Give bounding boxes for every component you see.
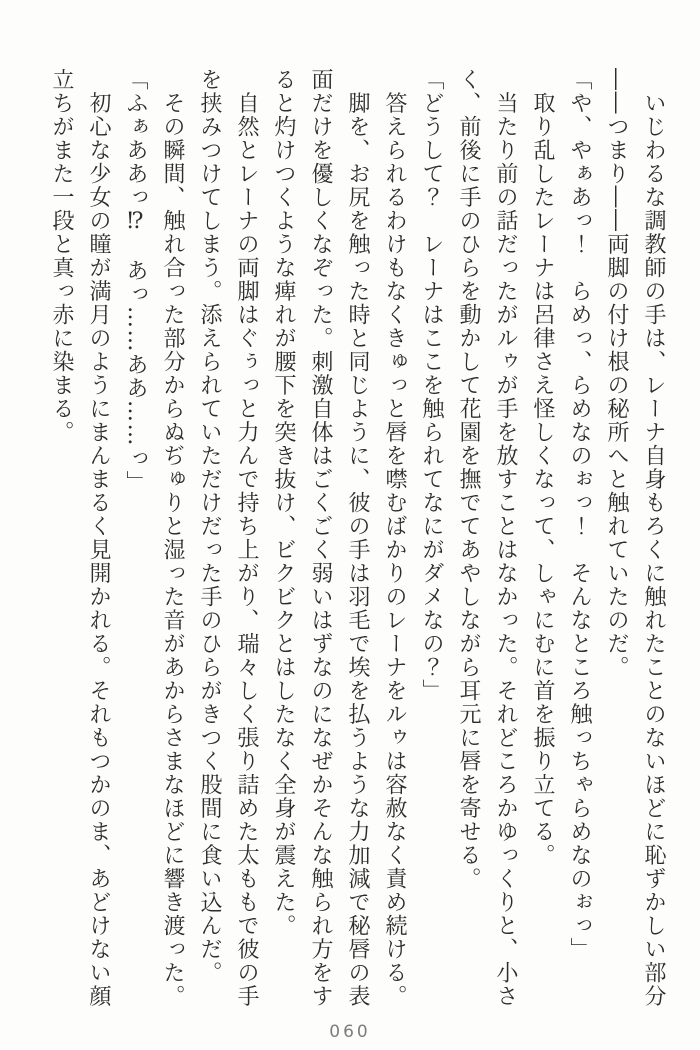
text-line: く、前後に手のひらを動かして花園を撫でてあやしながら耳元に唇を寄せる。 — [456, 68, 481, 891]
text-line: 面だけを優しくなぞった。刺激自体はごくごく弱いはずなのになぜかそんな触られ方をす — [308, 68, 333, 1008]
text-line: 答えられるわけもなくきゅっと唇を噤むばかりのレーナをルゥは容赦なく責め続ける。 — [382, 68, 407, 1008]
text-line: 「どうして？ レーナはここを触られてなにがダメなの？」 — [419, 68, 444, 703]
text-line: 「ふぁああっ⁉ あっ……ああ……っ」 — [123, 68, 148, 494]
text-line: 脚を、お尻を触った時と同じように、彼の手は羽毛で埃を払うような力加減で秘唇の表 — [345, 68, 370, 1008]
body-text — [43, 68, 672, 1016]
text-line: 取り乱したレーナは呂律さえ怪しくなって、しゃにむに首を振り立てる。 — [530, 68, 555, 867]
text-line: 自然とレーナの両脚はぐぅっと力んで持ち上がり、瑞々しく張り詰めた太ももで彼の手 — [234, 68, 259, 1008]
text-line: を挟みつけてしまう。添えられていただけだった手のひらがきつく股間に食い込んだ。 — [197, 68, 222, 985]
text-line: いじわるな調教師の手は、レーナ自身もろくに触れたことのないほどに恥ずかしい部分 — [641, 68, 666, 1008]
text-line: 立ちがまた一段と真っ赤に染まる。 — [49, 68, 74, 444]
text-line: 初心な少女の瞳が満月のようにまんまるく見開かれる。それもつかのま、あどけない顔 — [86, 68, 111, 1008]
text-line: 「や、やぁあっ！ らめっ、らめなのぉっ！ そんなところ触っちゃらめなのぉっ」 — [567, 68, 592, 961]
text-line: ると灼けつくような痺れが腰下を突き抜け、ビクビクとはしたなく全身が震えた。 — [271, 68, 296, 938]
page-number: 060 — [329, 1022, 371, 1042]
text-line: 当たり前の話だったがルゥが手を放すことはなかった。それどころかゆっくりと、小さ — [493, 68, 518, 1008]
text-line: その瞬間、触れ合った部分からぬぢゅりと湿った音があからさまなほどに響き渡った。 — [160, 68, 185, 1008]
text-line: ――つまり――両脚の付け根の秘所へと触れていたのだ。 — [604, 68, 629, 679]
